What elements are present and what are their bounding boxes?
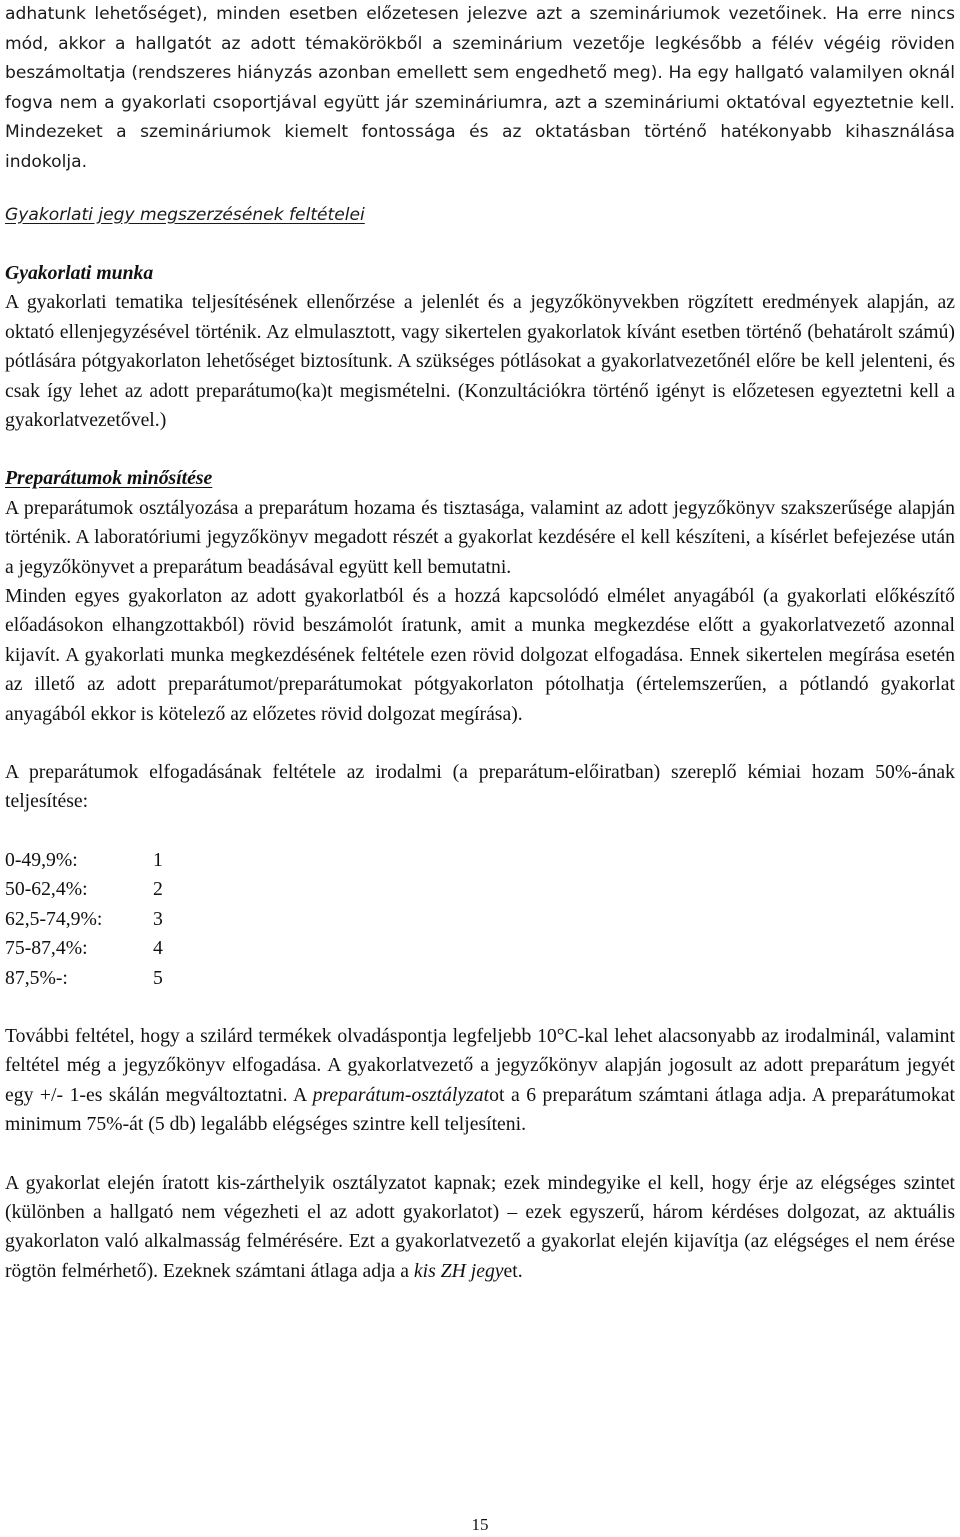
grade-value: 4 — [153, 937, 163, 960]
paragraph-5-text-a: A gyakorlat elején íratott kis-zárthelyik osztályzatot kapnak; ezek mindegyike el kell, hogy érje az elégséges szintet (különben a hallgató nem végezheti el az adott gyakorlatot) – ezek egyszerű, három kérdéses dolgozat, az aktuális gyakorlaton való alkalmasság felmérésére. Ezt a gyakorlatvezető a gyakorlat elején kijavítja (az elégséges el nem érése rögtön felmérhető). Ezeknek számtani átlaga adja a — [5, 1171, 955, 1282]
grade-range: 62,5-74,9%: — [5, 907, 103, 930]
intro-paragraph: adhatunk lehetőséget), minden esetben előzetesen jelezve azt a szemináriumok vezetőinek. Ha erre nincs mód, akkor a hallgatót az adott témakörökből a szeminárium vezetője legkésőbb a félév végéig röviden beszámoltatja (rendszeres hiányzás azonban emellett sem engedhető meg). Ha egy hallgató valamilyen oknál fogva nem a gyakorlati csoportjával együtt jár szemináriumra, azt a szemináriumi oktatóval egyeztetnie kell. Mindezeket a szemináriumok kiemelt fontossága és az oktatásban történő hatékonyabb kihasználása indokolja. — [5, 4, 955, 172]
grade-range: 75-87,4%: — [5, 937, 88, 960]
page-number: 15 — [471, 1515, 489, 1534]
grade-value: 5 — [153, 966, 163, 989]
preparatumok-paragraph-5 — [5, 1169, 955, 1287]
preparatumok-paragraph-3: A preparátumok elfogadásának feltétele az irodalmi (a preparátum-előiratban) szereplő kémiai hozam 50%-ának teljesítése: — [5, 761, 955, 813]
grade-row — [5, 934, 955, 963]
grade-range: 0-49,9%: — [5, 848, 78, 871]
heading-gyakorlati-munka: Gyakorlati munka — [5, 261, 154, 284]
preparatumok-paragraph-4 — [5, 1022, 955, 1140]
paragraph-5-text-b: et. — [503, 1259, 523, 1282]
grade-row — [5, 846, 955, 875]
grade-range: 87,5%-: — [5, 966, 68, 989]
preparatumok-paragraph-2: Minden egyes gyakorlaton az adott gyakorlatból és a hozzá kapcsolódó elmélet anyagából (a gyakorlati előkészítő előadásokon elhangzottakból) rövid beszámolót íratunk, amit a munka megkezdése előtt a gyakorlatvezető azonnal kijavít. A gyakorlati munka megkezdésének feltétele ezen rövid dolgozat elfogadása. Ennek sikertelen megírása esetén az illető az adott preparátumot/preparátumokat pótgyakorlaton pótolhatja (értelemszerűen, a pótlandó gyakorlat anyagából ekkor is kötelező az előzetes rövid dolgozat megírása). — [5, 585, 955, 725]
grade-range: 50-62,4%: — [5, 878, 88, 901]
grade-table — [5, 846, 955, 993]
paragraph-4-emphasis: preparátum-osztályzat — [312, 1083, 490, 1106]
grade-value: 2 — [153, 878, 163, 901]
gyakorlati-munka-paragraph: A gyakorlati tematika teljesítésének ellenőrzése a jelenlét és a jegyzőkönyvekben rögzített eredmények alapján, az oktató ellenjegyzésével történik. Az elmulasztott, vagy sikertelen gyakorlatok kívánt esetben történő (behatárolt számú) pótlására pótgyakorlaton lehetőséget biztosítunk. A szükséges pótlásokat a gyakorlatvezetőnél előre be kell jelenteni, és csak így lehet az adott preparátumo(ka)t megismételni. (Konzultációkra történő igényt is előzetesen egyeztetni kell a gyakorlatvezetővel.) — [5, 291, 955, 431]
grade-value: 3 — [153, 907, 163, 930]
grade-value: 1 — [153, 848, 163, 871]
preparatumok-paragraph-1: A preparátumok osztályozása a preparátum hozama és tisztasága, valamint az adott jegyzőkönyv szakszerűsége alapján történik. A laboratóriumi jegyzőkönyv megadott részét a gyakorlat kezdésére el kell készíteni, a kísérlet befejezése után a jegyzőkönyvet a preparátum beadásával együtt kell bemutatni. — [5, 496, 955, 578]
paragraph-5-emphasis: kis ZH jegy — [413, 1259, 504, 1282]
document-page — [5, 0, 955, 1286]
section-heading-gyakorlati-jegy: Gyakorlati jegy megszerzésének feltételei — [5, 204, 365, 225]
paragraph-4-text-a: További feltétel, hogy a szilárd termékek olvadáspontja legfeljebb 10°C-kal lehet alacsonyabb az irodalminál, valamint feltétel még a jegyzőkönyv elfogadása. A gyakorlatvezető a jegyzőkönyv alapján jogosult az adott preparátum jegyét egy +/- 1-es skálán megváltoztatni. A — [5, 1024, 955, 1106]
grade-row — [5, 905, 955, 934]
grade-row — [5, 964, 955, 993]
grade-row — [5, 875, 955, 904]
heading-preparatumok-minositese: Preparátumok minősítése — [5, 467, 213, 490]
paragraph-4-text-b: ot a 6 preparátum számtani átlaga adja. A preparátumokat minimum 75%-át (5 db) legalább elégséges szintre kell teljesíteni. — [5, 1083, 955, 1136]
